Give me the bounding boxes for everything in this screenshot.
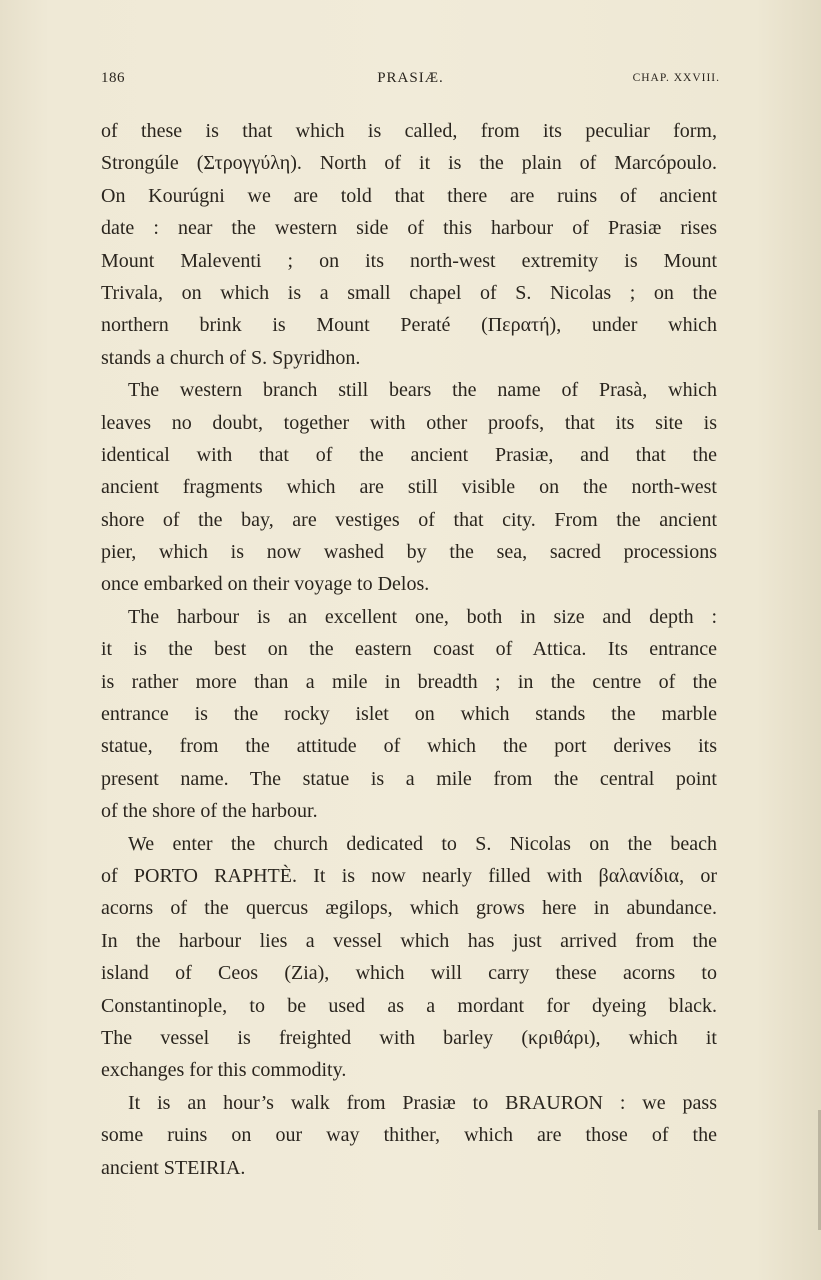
- text-line: It is an hour’s walk from Prasiæ to BRAURON : we pass: [128, 1091, 717, 1114]
- text-line: once embarked on their voyage to Delos.: [101, 573, 430, 596]
- text-line: We enter the church dedicated to S. Nicolas on the beach: [128, 832, 717, 855]
- text-line: of these is that which is called, from its peculiar form,: [101, 120, 717, 142]
- text-line: On Kourúgni we are told that there are ruins of ancient: [101, 184, 717, 207]
- text-line: some ruins on our way thither, which are those of the: [101, 1124, 717, 1147]
- text-line: is rather more than a mile in breadth ; in the centre of the: [101, 670, 717, 693]
- text-line: Strongúle (Στρογγύλη). North of it is the plain of Marcópoulo.: [101, 152, 717, 175]
- text-line: island of Ceos (Zia), which will carry these acorns to: [101, 962, 717, 985]
- text-line: of PORTO RAPHTÈ. It is now nearly filled with βαλανίδια, or: [101, 864, 717, 887]
- text-line: pier, which is now washed by the sea, sacred processions: [101, 541, 717, 564]
- text-line: Mount Maleventi ; on its north-west extremity is Mount: [101, 249, 717, 272]
- text-line: entrance is the rocky islet on which stands the marble: [101, 703, 717, 726]
- text-line: leaves no doubt, together with other proofs, that its site is: [101, 411, 717, 434]
- text-line: it is the best on the eastern coast of Attica. Its entrance: [101, 638, 717, 661]
- text-line: In the harbour lies a vessel which has just arrived from the: [101, 929, 717, 952]
- text-line: stands a church of S. Spyridhon.: [101, 346, 361, 369]
- text-line: Trivala, on which is a small chapel of S. Nicolas ; on the: [101, 281, 717, 304]
- text-line: Constantinople, to be used as a mordant for dyeing black.: [101, 994, 717, 1017]
- text-line: of the shore of the harbour.: [101, 800, 318, 823]
- page-header: [101, 70, 720, 94]
- page-number: 186: [101, 70, 125, 86]
- text-line: acorns of the quercus ægilops, which grows here in abundance.: [101, 897, 717, 920]
- text-line: date : near the western side of this harbour of Prasiæ rises: [101, 217, 717, 240]
- text-line: shore of the bay, are vestiges of that city. From the ancient: [101, 508, 717, 531]
- running-title: PRASIÆ.: [377, 70, 444, 86]
- text-line: ancient fragments which are still visible on the north-west: [101, 476, 717, 499]
- page-body: [101, 115, 717, 1184]
- text-line: northern brink is Mount Peraté (Περατή), under which: [101, 314, 717, 337]
- text-line: exchanges for this commodity.: [101, 1059, 347, 1082]
- text-line: The vessel is freighted with barley (κριθάρι), which it: [101, 1026, 717, 1049]
- text-line: The western branch still bears the name of Prasà, which: [128, 379, 717, 402]
- chapter-label: CHAP. XXVIII.: [632, 72, 720, 84]
- text-line: ancient STEIRIA.: [101, 1156, 246, 1179]
- text-line: The harbour is an excellent one, both in size and depth :: [128, 605, 717, 628]
- text-line: present name. The statue is a mile from the central point: [101, 767, 717, 790]
- text-line: identical with that of the ancient Prasiæ, and that the: [101, 443, 717, 466]
- text-line: statue, from the attitude of which the port derives its: [101, 735, 717, 758]
